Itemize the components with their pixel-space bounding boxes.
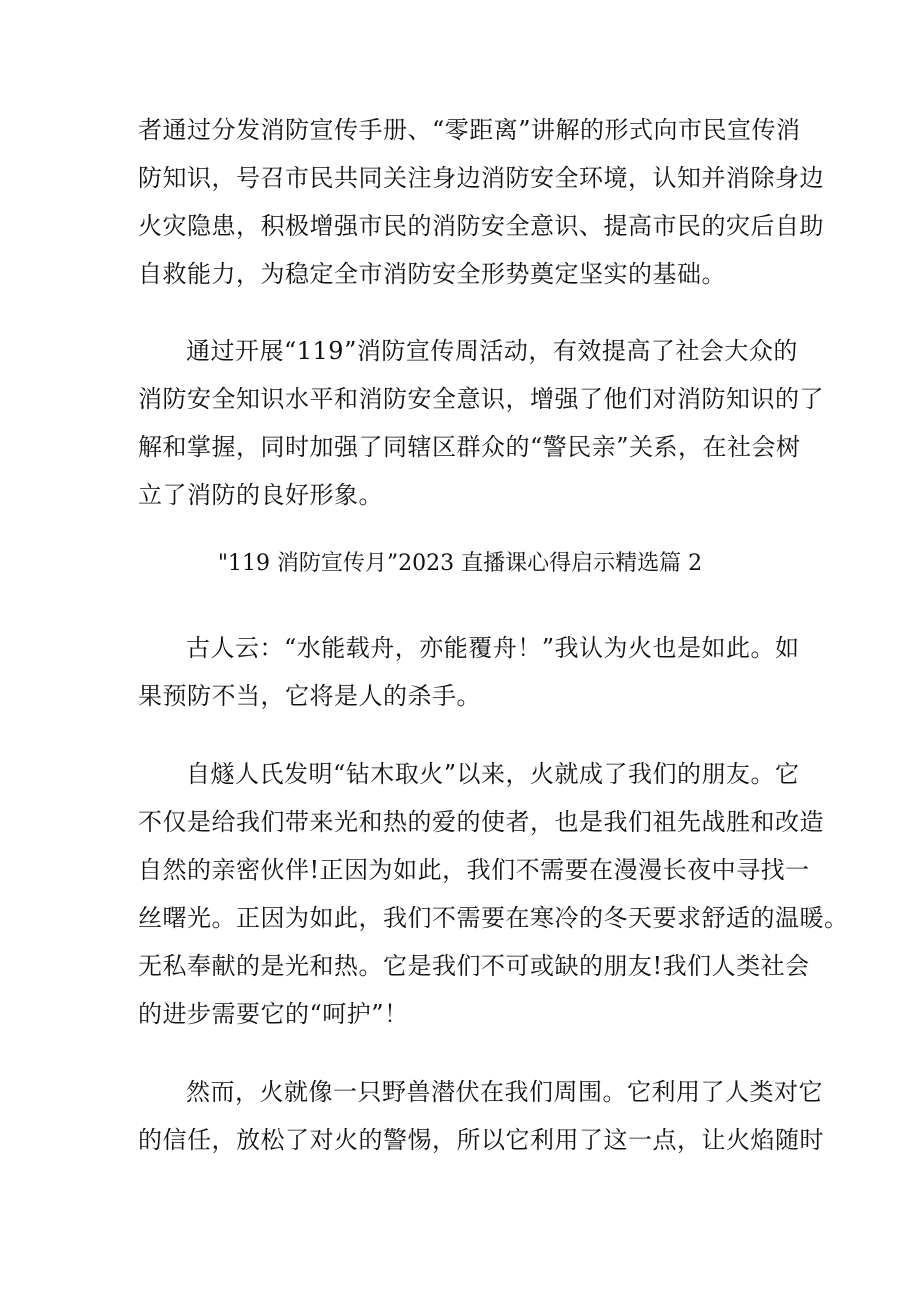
section-heading: "119 消防宣传月”2023 直播课心得启示精选篇 2 <box>217 551 703 576</box>
paragraph-2-line-3: 解和掌握，同时加强了同辖区群众的“警民亲”关系，在社会树 <box>138 433 801 461</box>
paragraph-3-line-2: 果预防不当，它将是人的杀手。 <box>138 682 481 710</box>
paragraph-3-line-1: 古人云：“水能载舟，亦能覆舟！”我认为火也是如此。如 <box>186 634 800 662</box>
paragraph-1-line-3: 火灾隐患，积极增强市民的消防安全意识、提高市民的灾后自助 <box>138 212 824 240</box>
paragraph-1-line-1: 者通过分发消防宣传手册、“零距离”讲解的形式向市民宣传消 <box>138 116 801 144</box>
paragraph-2-line-1: 通过开展“119”消防宣传周活动，有效提高了社会大众的 <box>186 337 798 365</box>
paragraph-1-line-2: 防知识，号召市民共同关注身边消防安全环境，认知并消除身边 <box>138 164 824 192</box>
paragraph-4-line-1: 自燧人氏发明“钻木取火”以来，火就成了我们的朋友。它 <box>186 760 800 788</box>
paragraph-4-line-5: 无私奉献的是光和热。它是我们不可或缺的朋友!我们人类社会 <box>138 952 810 980</box>
paragraph-2-line-4: 立了消防的良好形象。 <box>138 481 383 509</box>
paragraph-4-line-3: 自然的亲密伙伴!正因为如此，我们不需要在漫漫长夜中寻找一 <box>138 856 810 884</box>
paragraph-4-line-6: 的进步需要它的“呵护”！ <box>138 1000 409 1028</box>
paragraph-4-line-2: 不仅是给我们带来光和热的爱的使者，也是我们祖先战胜和改造 <box>138 808 824 836</box>
paragraph-2-line-2: 消防安全知识水平和消防安全意识，增强了他们对消防知识的了 <box>138 385 824 413</box>
paragraph-5-line-2: 的信任，放松了对火的警惕，所以它利用了这一点，让火焰随时 <box>138 1126 824 1154</box>
paragraph-5-line-1: 然而，火就像一只野兽潜伏在我们周围。它利用了人类对它 <box>186 1078 823 1106</box>
paragraph-4-line-4: 丝曙光。正因为如此，我们不需要在寒冷的冬天要求舒适的温暖。 <box>138 904 849 932</box>
paragraph-1-line-4: 自救能力，为稳定全市消防安全形势奠定坚实的基础。 <box>138 260 726 288</box>
